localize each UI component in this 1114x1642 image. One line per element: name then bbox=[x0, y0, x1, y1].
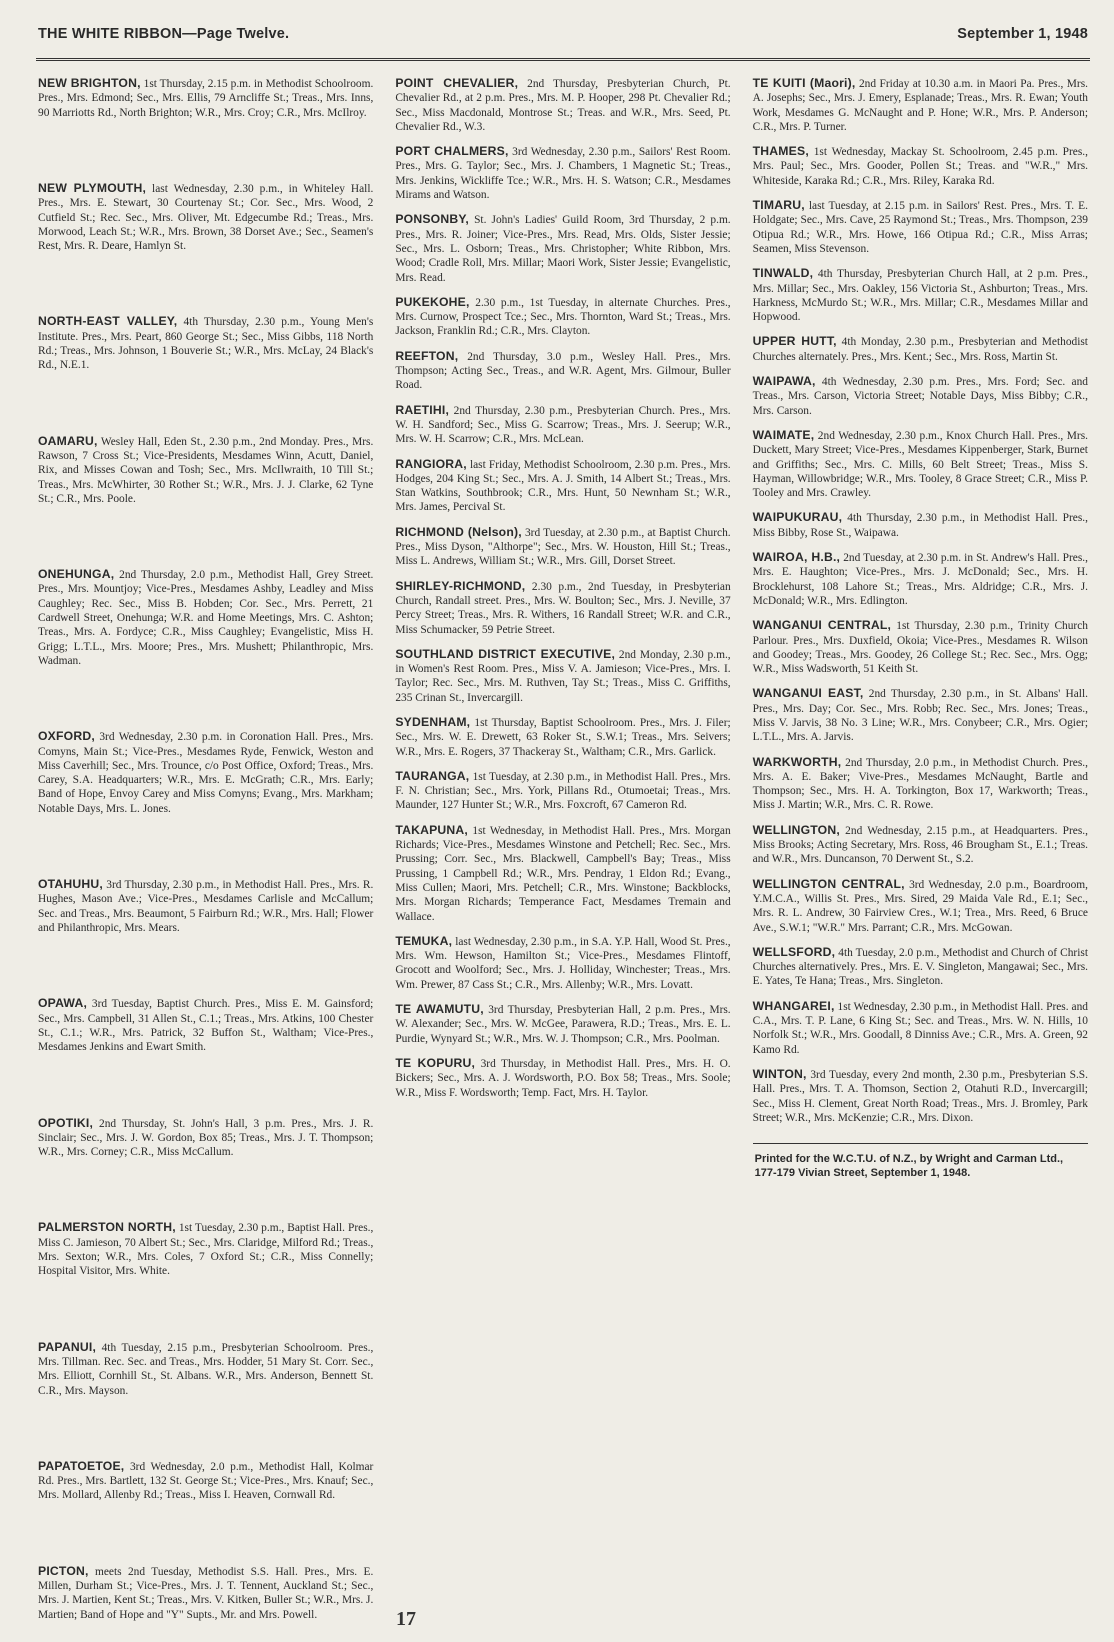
branch-name: OAMARU, bbox=[38, 433, 98, 448]
branch-details: 4th Wednesday, 2.30 p.m. Pres., Mrs. Ford; Sec. and Treas., Mrs. Carson, Victoria Street; Notable Days, Miss Bibby; C.R., Mrs. Carson. bbox=[752, 376, 1088, 417]
branch-entry bbox=[753, 823, 1088, 867]
branch-name: RICHMOND (Nelson), bbox=[395, 524, 522, 539]
branch-name: PONSONBY, bbox=[395, 212, 469, 227]
branch-name: WHANGAREI, bbox=[752, 998, 835, 1013]
branch-entry bbox=[395, 647, 730, 705]
branch-details: 3rd Wednesday, 2.0 p.m., Boardroom, Y.M.C.A., Willis St. Pres., Mrs. Sired, 29 Maida Vale Rd., E.1; Sec., Mrs. R. L. Andrew, 30 Fairview Cres., W.1; Trea., Mrs. Reed, 6 Bruce Ave., S.W.1; "W.R." Mrs. Parrant; C.R., Mrs. McGowan. bbox=[752, 878, 1088, 934]
branch-name: SYDENHAM, bbox=[395, 714, 471, 729]
branch-name: RANGIORA, bbox=[395, 456, 467, 471]
branch-name: TINWALD, bbox=[752, 266, 814, 281]
branch-details: 4th Monday, 2.30 p.m., Presbyterian and Methodist Churches alternately. Pres., Mrs. Kent.; Sec., Mrs. Ross, Martin St. bbox=[752, 336, 1088, 363]
branch-details: 2nd Monday, 2.30 p.m., in Women's Rest Room. Pres., Miss V. A. Jamieson; Vice-Pres., Mrs. I. Taylor; Rec. Sec., Mrs. M. Ruthven, Tay St.; Treas., Miss C. Griffiths, 235 Crinan St., Invercargill. bbox=[395, 648, 731, 704]
branch-details: 4th Thursday, 2.30 p.m., in Methodist Hall. Pres., Miss Bibby, Rose St., Waipawa. bbox=[752, 512, 1088, 539]
branch-name: OXFORD, bbox=[38, 729, 95, 744]
branch-details: 1st Wednesday, in Methodist Hall. Pres., Mrs. Morgan Richards; Vice-Pres., Mesdames Winstone and Petchell; Rec. Sec., Mrs. Prussing; Corr. Sec., Mrs. Blackwell, Campbell's Bay; Treas., Miss Prussing, 1 Campbell Rd.; W.R., Mrs. Pendray, 1 Eldon Rd.; Evang., Miss Cullen; Maori, Mrs. Petchell; C.R., Mrs. Winstone; Backblocks, Mrs. Morgan Richards; Temperance Fact, Mesdames Tremain and Wallace. bbox=[395, 824, 731, 923]
column-right bbox=[753, 76, 1088, 1622]
branch-name: OPAWA, bbox=[38, 996, 88, 1011]
branch-name: NEW BRIGHTON, bbox=[38, 76, 141, 90]
branch-name: PAPATOETOE, bbox=[38, 1458, 125, 1473]
branch-entry bbox=[395, 769, 730, 813]
branch-name: WAIPAWA, bbox=[752, 374, 816, 389]
branch-details: 1st Tuesday, at 2.30 p.m., in Methodist Hall. Pres., Mrs. F. N. Christian; Sec., Mrs. York, Pillans Rd., Otumoetai; Treas., Mrs. Maunder, 127 Hunter St.; W.R., Mrs. Foxcroft, 67 Cameron Rd. bbox=[395, 770, 731, 812]
branch-name: TEMUKA, bbox=[395, 933, 453, 948]
branch-details: 1st Tuesday, 2.30 p.m., Baptist Hall. Pres., Miss C. Jamieson, 70 Albert St.; Sec., Mrs. Claridge, Milford Rd.; Treas., Mrs. Sexton; W.R., Mrs. Coles, 7 Oxford St.; C.R., Miss Connelly; Hospital Visitor, Mrs. White. bbox=[38, 1222, 374, 1278]
branch-name: ONEHUNGA, bbox=[38, 567, 115, 582]
branch-entry bbox=[395, 295, 730, 339]
branch-entry bbox=[753, 755, 1088, 813]
branch-entry bbox=[395, 1002, 730, 1046]
branch-entry bbox=[753, 999, 1088, 1057]
branch-details: 3rd Thursday, 2.30 p.m., in Methodist Hall. Pres., Mrs. R. Hughes, Mason Ave.; Vice-Pres., Mesdames Carlisle and McCallum; Sec. and Treas., Mrs. Beaumont, 5 Fairburn Rd.; W.R., Mrs. Hall; Flower and Philanthropic, Mrs. Mears. bbox=[38, 879, 374, 934]
branch-details: 3rd Wednesday, 2.30 p.m., Sailors' Rest Room. Pres., Mrs. G. Taylor; Sec., Mrs. J. Chambers, 1 Magnetic St.; Treas., Mrs. Jenkins, Wickliffe Tce.; W.R., Mrs. H. S. Watson; C.R., Mesdames Mirams and Watson. bbox=[395, 146, 731, 202]
branch-details: St. John's Ladies' Guild Room, 3rd Thursday, 2 p.m. Pres., Mrs. R. Joiner; Vice-Pres., Mrs. Read, Mrs. Olds, Sister Jessie; Sec., Mrs. L. Osborn; Treas., Mrs. Christopher; White Ribbon, Mrs. Wood; Cradle Roll, Mrs. Millar; Maori Work, Sister Jessie; Evangelistic, Mrs. Read. bbox=[395, 214, 731, 284]
branch-entry bbox=[753, 428, 1088, 500]
branch-details: last Friday, Methodist Schoolroom, 2.30 p.m. Pres., Mrs. Hodges, 204 King St.; Sec., Mrs. A. J. Smith, 14 Albert St.; Treas., Mrs. Stan Watkins, Southbrook; C.R., Mrs. Hunt, 50 Newnham St.; W.R., Mrs. James, Percival St. bbox=[395, 458, 731, 514]
branch-details: 3rd Thursday, in Methodist Hall. Pres., Mrs. H. O. Bickers; Sec., Mrs. A. J. Wordsworth, P.O. Box 58; Treas., Mrs. Soole; W.R., Miss F. Wordsworth; Temp. Fact, Mrs. H. Taylor. bbox=[395, 1057, 731, 1099]
branch-name: WANGANUI CENTRAL, bbox=[752, 618, 892, 633]
branch-name: PAPANUI, bbox=[38, 1339, 97, 1354]
header-rule bbox=[36, 58, 1090, 61]
branch-entry bbox=[38, 729, 373, 816]
branch-entry bbox=[38, 567, 373, 668]
branch-entry bbox=[753, 877, 1088, 935]
branch-name: PALMERSTON NORTH, bbox=[38, 1220, 176, 1235]
branch-name: REEFTON, bbox=[395, 348, 459, 363]
branch-entry bbox=[395, 403, 730, 447]
branch-details: 1st Wednesday, 2.30 p.m., in Methodist Hall. Pres. and C.A., Mrs. T. P. Lane, 6 King St.; Sec. and Treas., Mrs. W. N. Hills, 10 Norfolk St.; W.R., Mrs. Goodall, 8 Dinniss Ave.; C.R., Mrs. A. Green, 92 Kamo Rd. bbox=[752, 1000, 1088, 1056]
branch-entry bbox=[395, 457, 730, 515]
branch-details: meets 2nd Tuesday, Methodist S.S. Hall. Pres., Mrs. E. Millen, Durham St.; Vice-Pres., Mrs. J. T. Tennent, Auckland St.; Sec., Mrs. J. Martien, Kent St.; Treas., Mrs. V. Kitken, Buller St.; W.R., Mrs. J. Martien; Band of Hope and "Y" Supts., Mr. and Mrs. Powell. bbox=[38, 1565, 374, 1621]
branch-entry bbox=[38, 877, 373, 935]
branch-details: 4th Tuesday, 2.0 p.m., Methodist and Church of Christ Churches alternatively. Pres., Mrs. E. V. Singleton, Mangawai; Sec., Mrs. E. Yates, Te Hana; Treas., Mrs. Singleton. bbox=[752, 946, 1088, 988]
branch-details: 2nd Thursday, Presbyterian Church, Pt. Chevalier Rd., at 2 p.m. Pres., Mrs. M. P. Hooper, 298 Pt. Chevalier Rd.; Sec., Miss Macdonald, Montrose St.; Treas. and W.R., Mrs. Seed, Pt. Chevalier Rd., W.3. bbox=[395, 78, 731, 133]
branch-details: 2nd Tuesday, at 2.30 p.m. in St. Andrew's Hall. Pres., Mrs. E. Haughton; Vice-Pres., Mrs. J. McDonald; Sec., Mrs. H. Brocklehurst, 108 Lahore St.; Treas., Mrs. Aldridge; C.R., Mrs. J. McDonald; W.R., Mrs. Edlington. bbox=[752, 552, 1088, 607]
column-middle bbox=[395, 76, 730, 1622]
branch-entry bbox=[38, 1116, 373, 1160]
branch-details: 1st Wednesday, Mackay St. Schoolroom, 2.45 p.m. Pres., Mrs. Paul; Sec., Mrs. Gooder, Pollen St.; Treas. and "W.R.," Mrs. Whiteside, Karaka Rd.; C.R., Mrs. Riley, Karaka Rd. bbox=[752, 146, 1088, 187]
branch-name: OTAHUHU, bbox=[38, 877, 104, 892]
branch-details: 1st Thursday, Baptist Schoolroom. Pres., Mrs. J. Filer; Sec., Mrs. W. E. Drewett, 63 Roker St., S.W.1; Treas., Mrs. Seivers; W.R., Mrs. E. Rogers, 37 Thackeray St., Waltham; C.R., Mrs. Garlick. bbox=[395, 716, 731, 758]
branch-details: 1st Thursday, 2.15 p.m. in Methodist Schoolroom. Pres., Mrs. Edmond; Sec., Mrs. Ellis, 79 Arncliffe St.; Treas., Mrs. Inns, 90 Marriotts Rd., North Brighton; W.R., Mrs. Croy; C.R., Mrs. McIlroy. bbox=[38, 78, 374, 119]
branch-details: last Tuesday, at 2.15 p.m. in Sailors' Rest. Pres., Mrs. T. E. Holdgate; Sec., Mrs. Cave, 25 Raymond St.; Treas., Mrs. Thompson, 239 Otipua Rd.; W.R., Mrs. Howe, 166 Otipua Rd.; C.R., Miss Arras; Seamen, Miss Stevenson. bbox=[752, 200, 1088, 255]
branch-name: PUKEKOHE, bbox=[395, 294, 470, 309]
branch-entry bbox=[753, 510, 1088, 540]
printer-footer: Printed for the W.C.T.U. of N.Z., by Wright and Carman Ltd., 177-179 Vivian Street, September 1, 1948. bbox=[753, 1143, 1088, 1180]
branch-details: 3rd Thursday, Presbyterian Hall, 2 p.m. Pres., Mrs. W. Alexander; Sec., Mrs. W. McGee, Parawera, R.D.; Treas., Mrs. E. L. Purdie, Wynyard St.; W.R., Mrs. W. J. Thompson; C.R., Mrs. Poolman. bbox=[395, 1004, 731, 1045]
branch-name: WANGANUI EAST, bbox=[752, 686, 864, 701]
branch-name: TAKAPUNA, bbox=[395, 822, 468, 837]
branch-entry bbox=[38, 1459, 373, 1503]
branch-entry bbox=[38, 434, 373, 506]
column-left bbox=[38, 76, 373, 1622]
branch-entry bbox=[753, 374, 1088, 418]
branch-details: 2.30 p.m., 1st Tuesday, in alternate Churches. Pres., Mrs. Curnow, Prospect Tce.; Sec., Mrs. Thornton, Ward St.; Treas., Mrs. Jackson, Franklin Rd.; C.R., Mrs. Clayton. bbox=[395, 296, 731, 338]
branch-entry bbox=[753, 550, 1088, 608]
branch-name: TE AWAMUTU, bbox=[395, 1002, 484, 1017]
branch-entry bbox=[753, 1067, 1088, 1125]
branch-entry bbox=[753, 618, 1088, 676]
branch-details: 2nd Wednesday, 2.30 p.m., Knox Church Hall. Pres., Mrs. Duckett, Mary Street; Vice-Pres., Mesdames Kippenberger, Stark, Burnet and Griffiths; Sec., Mrs. C. Mills, 60 Belt Street; Treas., Miss S. Hayman, Willowbridge; W.R., Mrs. Tooley, 8 Grace Street; C.R., Miss P. Tooley and Mrs. Crawley. bbox=[752, 429, 1088, 500]
branch-details: 4th Tuesday, 2.15 p.m., Presbyterian Schoolroom. Pres., Mrs. Tillman. Rec. Sec. and Treas., Mrs. Hodder, 51 Mary St. Corr. Sec., Mrs. Elliott, Cornhill St., St. Albans. W.R., Mrs. Anderson, Bennett St. C.R., Mrs. Mayson. bbox=[38, 1341, 374, 1397]
branch-details: 3rd Wednesday, 2.0 p.m., Methodist Hall, Kolmar Rd. Pres., Mrs. Bartlett, 132 St. George St.; Vice-Pres., Mrs. Knauf; Sec., Mrs. Mollard, Allenby Rd.; Treas., Miss I. Heaven, Cornwall Rd. bbox=[38, 1460, 374, 1502]
branch-details: 2.30 p.m., 2nd Tuesday, in Presbyterian Church, Randall street. Pres., Mrs. W. Boulton; Sec., Mrs. J. Neville, 37 Percy Street; Treas., Mrs. R. Withers, 16 Randall Street; W.R. and C.R., Miss Schumacker, 59 Petrie Street. bbox=[395, 580, 731, 636]
page-header bbox=[38, 26, 1088, 52]
branch-entry bbox=[395, 144, 730, 202]
branch-entry bbox=[395, 579, 730, 637]
branch-name: WAIROA, H.B., bbox=[752, 550, 841, 565]
branch-details: 3rd Tuesday, at 2.30 p.m., at Baptist Church. Pres., Miss Dyson, "Althorpe"; Sec., Mrs. W. Houston, Hill St.; Treas., Miss L. Andrews, William St.; W.R., Mrs. Gill, Dorset Street. bbox=[395, 526, 731, 568]
branch-details: 2nd Thursday, 2.30 p.m., Presbyterian Church. Pres., Mrs. W. H. Sandford; Sec., Miss G. Scarrow; Treas., Mrs. J. Seerup; W.R., Mrs. W. H. Scarrow; C.R., Mrs. McLean. bbox=[395, 404, 731, 446]
branch-name: SHIRLEY-RICHMOND, bbox=[395, 578, 526, 593]
branch-name: NORTH-EAST VALLEY, bbox=[38, 314, 178, 329]
branch-name: TE KOPURU, bbox=[395, 1055, 476, 1070]
publication-date: September 1, 1948 bbox=[957, 26, 1088, 42]
branch-details: 2nd Thursday, 2.0 p.m., Methodist Hall, Grey Street. Pres., Mrs. Mountjoy; Vice-Pres., Mesdames Ashby, Leadley and Miss Caughley; Rec. Sec., Miss B. Hobden; Cor. Sec., Mrs. Perrett, 21 Cardwell Street, Onehunga; W.R. and Home Meetings, Mrs. C. Ashton; Treas., Mrs. A. Fordyce; C.R., Miss Caughley; Evangelistic, Miss H. Grigg; L.T.L., Mrs. Moore; Pres., Mrs. Mushett; Philanthropic, Mrs. Wadman. bbox=[38, 569, 374, 667]
branch-name: SOUTHLAND DISTRICT EXECUTIVE, bbox=[395, 646, 616, 661]
branch-entry bbox=[38, 1564, 373, 1622]
branch-name: NEW PLYMOUTH, bbox=[38, 180, 147, 195]
branch-details: 3rd Tuesday, every 2nd month, 2.30 p.m., Presbyterian S.S. Hall. Pres., Mrs. T. A. Thomson, Section 2, Otahuti R.D., Invercargill; Sec., Miss H. Clement, Great North Road; Treas., Mrs. J. Bromley, Park Street; W.R., Mrs. McKenzie; C.R., Mrs. Dixon. bbox=[752, 1068, 1088, 1124]
branch-entry bbox=[395, 823, 730, 924]
branch-entry bbox=[395, 715, 730, 759]
branch-entry bbox=[753, 686, 1088, 744]
branch-details: 3rd Wednesday, 2.30 p.m. in Coronation Hall. Pres., Mrs. Comyns, Main St.; Vice-Pres., Mesdames Ryde, Fenwick, Weston and Miss Caverhill; Sec., Mrs. Trounce, c/o Post Office, Oxford; Treas., Mrs. Carey, S.A. Headquarters; W.R., Mrs. E. McGrath; C.R., Mrs. Early; Band of Hope, Envoy Carey and Miss Comyns; Evang., Mrs. Markham; Notable Days, Mrs. L. Jones. bbox=[38, 731, 374, 815]
branch-details: last Wednesday, 2.30 p.m., in S.A. Y.P. Hall, Wood St. Pres., Mrs. Wm. Hewson, Hamilton St.; Vice-Pres., Mesdames Flintoff, Grocott and Woolford; Sec., Mrs. J. Holliday, Winchester; Treas., Mrs. Wm. Prewer, 87 Cass St.; C.R., Mrs. Allenby; W.R., Mrs. Lovatt. bbox=[395, 935, 731, 991]
branch-name: POINT CHEVALIER, bbox=[395, 76, 519, 90]
branch-entry bbox=[395, 934, 730, 992]
branch-entry bbox=[38, 996, 373, 1054]
branch-details: 2nd Thursday, 2.0 p.m., in Methodist Church. Pres., Mrs. A. E. Baker; Vive-Pres., Mesdames McNaught, Bartle and Thompson; Sec., Mrs. H. A. Torkington, Box 17, Warkworth; Treas., Miss J. Martin; W.R., Mrs. C. R. Rowe. bbox=[752, 756, 1088, 812]
branch-entry bbox=[395, 349, 730, 393]
branch-details: 2nd Friday at 10.30 a.m. in Maori Pa. Pres., Mrs. A. Josephs; Sec., Mrs. J. Emery, Esplanade; Treas., Mrs. R. Ewan; Youth Work, Mesdames G. McNaught and P. Hone; W.R., Mrs. P. Anderson; C.R., Mrs. P. Turner. bbox=[752, 78, 1088, 133]
branch-details: 2nd Wednesday, 2.15 p.m., at Headquarters. Pres., Miss Brooks; Acting Secretary, Mrs. Ross, 46 Brougham St., E.1.; Treas. and W.R., Mrs. Duncanson, 70 Derwent St., S.2. bbox=[752, 824, 1088, 866]
branch-entry bbox=[753, 144, 1088, 188]
branch-entry bbox=[38, 1340, 373, 1398]
branch-entry bbox=[395, 1056, 730, 1100]
branch-details: last Wednesday, 2.30 p.m., in Whiteley Hall. Pres., Mrs. E. Stewart, 30 Courtenay St.; Cor. Sec., Mrs. Wood, 2 Cutfield St.; Rec. Sec., Mrs. Oliver, Mt. Edgecumbe Rd.; Treas., Mrs. Morwood, Leach St.; W.R., Mrs. Brown, 38 Dorset Ave.; Sec., Seamen's Rest, Mrs. R. Deare, Hamlyn St. bbox=[38, 182, 374, 253]
branch-entry bbox=[753, 198, 1088, 256]
branch-details: 2nd Thursday, St. John's Hall, 3 p.m. Pres., Mrs. J. R. Sinclair; Sec., Mrs. J. W. Gordon, Box 85; Treas., Mrs. J. T. Thompson; W.R., Mrs. Corney; C.R., Miss McCallum. bbox=[38, 1117, 374, 1159]
branch-details: 4th Thursday, Presbyterian Church Hall, at 2 p.m. Pres., Mrs. Millar; Sec., Mrs. Oakley, 156 Victoria St., Ashburton; Treas., Mrs. Harkness, McMurdo St.; W.R., Mrs. Millar; C.R., Mesdames Millar and Hopwood. bbox=[752, 268, 1088, 324]
branch-name: PORT CHALMERS, bbox=[395, 144, 509, 159]
branch-details: Wesley Hall, Eden St., 2.30 p.m., 2nd Monday. Pres., Mrs. Rawson, 7 Cross St.; Vice-Presidents, Mesdames Winn, Acutt, Daniel, Rix, and Misses Cowan and Tosh; Sec., Mrs. McIlwraith, 10 Till St.; Treas., Mrs. McWhirter, 30 Rother St.; W.R., Mrs. J. J. Clarke, 62 Tyne St.; C.R., Mrs. Poole. bbox=[38, 435, 374, 505]
branch-name: WELLINGTON, bbox=[752, 822, 840, 837]
branch-name: RAETIHI, bbox=[395, 402, 450, 417]
branch-name: WELLINGTON CENTRAL, bbox=[752, 876, 905, 891]
branch-name: TAURANGA, bbox=[395, 768, 470, 783]
branch-name: WARKWORTH, bbox=[752, 754, 842, 769]
publication-title: THE WHITE RIBBON—Page Twelve. bbox=[38, 26, 290, 42]
columns bbox=[38, 76, 1088, 1622]
branch-name: UPPER HUTT, bbox=[752, 334, 837, 349]
branch-entry bbox=[753, 76, 1088, 134]
branch-entry bbox=[753, 334, 1088, 364]
branch-name: WAIMATE, bbox=[752, 427, 815, 442]
branch-entry bbox=[753, 945, 1088, 989]
branch-name: TE KUITI (Maori), bbox=[752, 76, 856, 90]
branch-entry bbox=[395, 212, 730, 284]
page-mark: 17 bbox=[396, 1608, 416, 1630]
branch-entry bbox=[753, 266, 1088, 324]
branch-name: TIMARU, bbox=[752, 198, 805, 213]
branch-details: 2nd Thursday, 2.30 p.m., in St. Albans' Hall. Pres., Mrs. Day; Cor. Sec., Mrs. Robb; Rec. Sec., Mrs. Jones; Treas., Miss V. Jarvis, 38 No. 3 Line; W.R., Mrs. Conybeer; C.R., Mrs. Ogier; L.T.L., Mrs. A. Jarvis. bbox=[752, 688, 1088, 744]
branch-name: WELLSFORD, bbox=[752, 944, 836, 959]
branch-details: 3rd Tuesday, Baptist Church. Pres., Miss E. M. Gainsford; Sec., Mrs. Campbell, 31 Allen St., C.1.; Treas., Mrs. Atkins, 100 Chester St., C.1.; W.R., Mrs. Patrick, 32 Buffon St., Waltham; Vice-Pres., Mesdames Jenkins and Ewart Smith. bbox=[38, 998, 374, 1054]
branch-details: 2nd Thursday, 3.0 p.m., Wesley Hall. Pres., Mrs. Thompson; Acting Sec., Treas., and W.R. Agent, Mrs. Gilmour, Buller Road. bbox=[395, 350, 731, 392]
branch-details: 1st Thursday, 2.30 p.m., Trinity Church Parlour. Pres., Mrs. Duxfield, Okoia; Vice-Pres., Mesdames R. Wilson and Goodey; Treas., Mrs. Goodey, 26 College St.; Rec. Sec., Mrs. Ogg; W.R., Miss Wadsworth, 51 Keith St. bbox=[752, 620, 1088, 676]
branch-entry bbox=[38, 314, 373, 372]
branch-entry bbox=[38, 76, 373, 120]
branch-entry bbox=[395, 525, 730, 569]
branch-entry bbox=[38, 1220, 373, 1278]
branch-name: WINTON, bbox=[752, 1066, 807, 1081]
column-right-entries bbox=[753, 76, 1088, 1135]
branch-entry bbox=[395, 76, 730, 134]
branch-entry bbox=[38, 181, 373, 253]
branch-name: PICTON, bbox=[38, 1563, 89, 1578]
branch-name: THAMES, bbox=[752, 144, 809, 159]
branch-name: OPOTIKI, bbox=[38, 1115, 94, 1130]
branch-name: WAIPUKURAU, bbox=[752, 510, 843, 525]
branch-details: 4th Thursday, 2.30 p.m., Young Men's Institute. Pres., Mrs. Peart, 860 George St.; Sec., Miss Gibbs, 118 North Rd.; Treas., Mrs. Johnson, 1 Bouverie St.; W.R., Mrs. McLay, 24 Black's Rd., N.E.1. bbox=[38, 316, 374, 372]
